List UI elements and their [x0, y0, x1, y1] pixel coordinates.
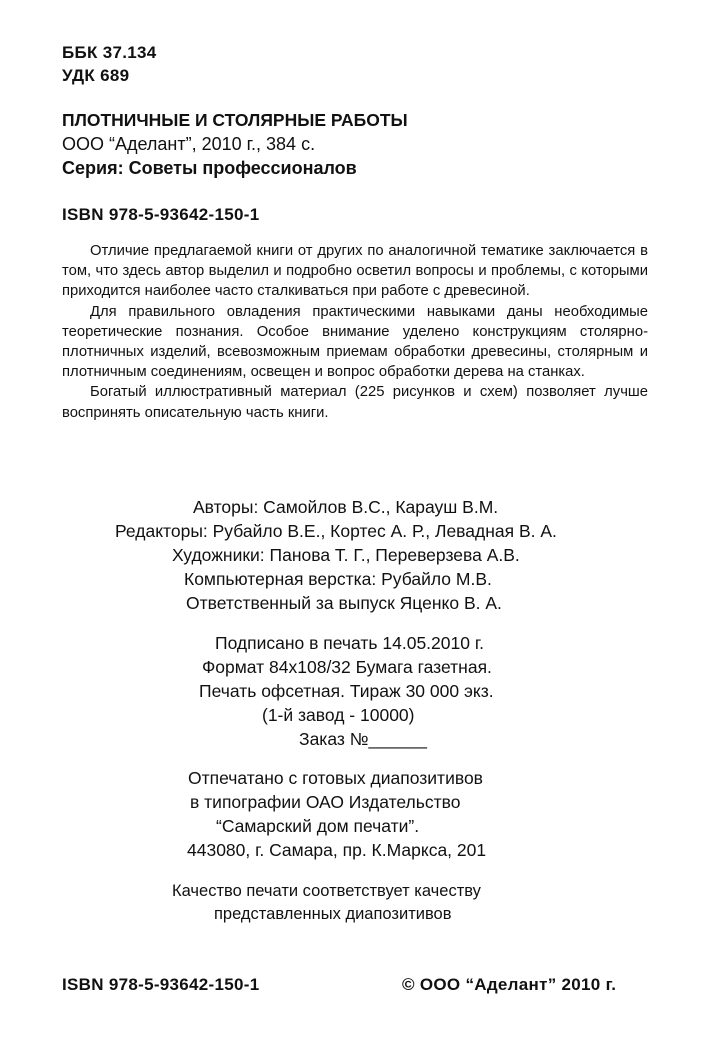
copyright-footer: © ООО “Аделант” 2010 г. — [402, 975, 617, 994]
quality-block — [0, 880, 709, 926]
bbk-code: ББК 37.134 — [62, 43, 157, 62]
isbn-footer: ISBN 978-5-93642-150-1 — [62, 975, 260, 994]
print-type-line: Печать офсетная. Тираж 30 000 экз. — [199, 681, 494, 701]
printer-line-1: Отпечатано с готовых диапозитивов — [188, 768, 483, 788]
artists-line: Художники: Панова Т. Г., Переверзева А.В. — [172, 545, 520, 565]
printer-line-3: “Самарский дом печати”. — [216, 816, 420, 836]
order-line: Заказ №______ — [299, 729, 427, 749]
signed-line: Подписано в печать 14.05.2010 г. — [215, 633, 484, 653]
quality-line-2: представленных диапозитивов — [214, 905, 452, 923]
credits-block — [0, 495, 709, 615]
abstract-paragraph: Богатый иллюстративный материал (225 рисунков и схем) позволяет лучше воспринять описательную часть книги. — [62, 384, 648, 421]
publisher-line: ООО “Аделант”, 2010 г., 384 с. — [62, 134, 316, 154]
printer-block — [0, 766, 709, 862]
run-line: (1-й завод - 10000) — [262, 705, 415, 725]
format-line: Формат 84х108/32 Бумага газетная. — [202, 657, 492, 677]
abstract — [62, 241, 648, 423]
series-line: Серия: Советы профессионалов — [62, 158, 357, 178]
quality-line-1: Качество печати соответствует качеству — [172, 882, 481, 900]
book-title: ПЛОТНИЧНЫЕ И СТОЛЯРНЫЕ РАБОТЫ — [62, 110, 408, 130]
abstract-paragraph: Отличие предлагаемой книги от других по аналогичной тематике заключается в том, что здесь автор выделил и подробно осветил вопросы и проблемы, с которыми приходится наиболее часто сталкиваться при работе с древесиной. — [62, 243, 648, 300]
isbn-top: ISBN 978-5-93642-150-1 — [62, 205, 260, 224]
abstract-paragraph: Для правильного овладения практическими навыками даны необходимые теоретические познания. Особое внимание уделено конструкциям столярно-плотничных изделий, всевозможным приемам обработки древесины, столярным и плотничным соединениям, освещен и вопрос обработки дерева на станках. — [62, 303, 648, 381]
printer-line-2: в типографии ОАО Издательство — [190, 792, 461, 812]
editors-line: Редакторы: Рубайло В.Е., Кортес А. Р., Левадная В. А. — [115, 521, 557, 541]
authors-line: Авторы: Самойлов В.С., Карауш В.М. — [193, 497, 499, 517]
layout-line: Компьютерная верстка: Рубайло М.В. — [184, 569, 492, 589]
print-info-block — [0, 631, 709, 751]
printer-address: 443080, г. Самара, пр. К.Маркса, 201 — [187, 840, 487, 860]
responsible-line: Ответственный за выпуск Яценко В. А. — [186, 593, 502, 613]
udk-code: УДК 689 — [62, 66, 130, 85]
